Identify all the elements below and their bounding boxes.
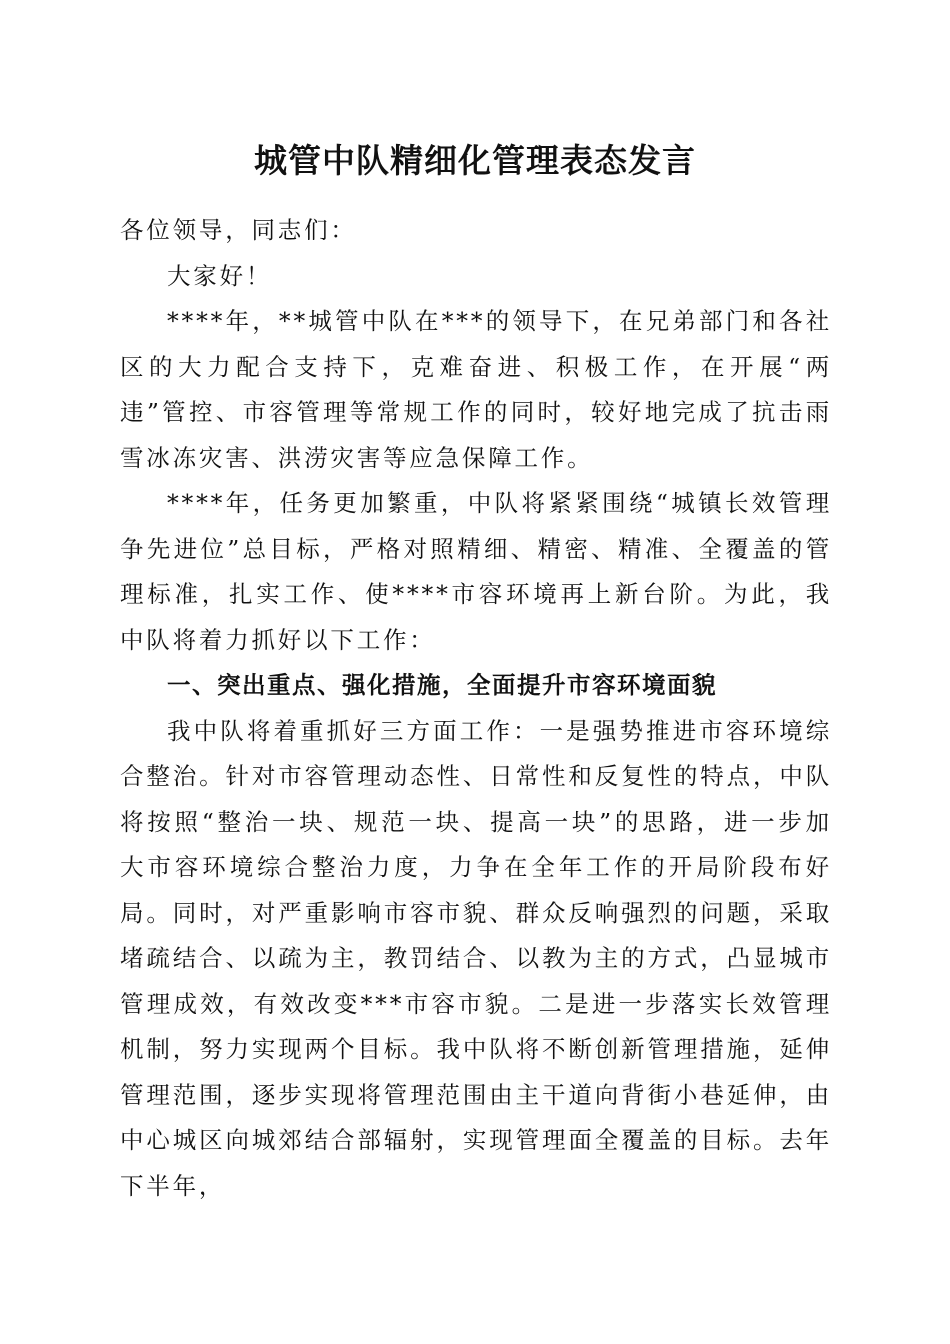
document-body [120,208,832,1209]
greeting: 大家好！ [167,261,273,290]
document-title: 城管中队精细化管理表态发言 [254,141,696,180]
paragraph-review: ****年，**城管中队在***的领导下，在兄弟部门和各社区的大力配合支持下，克难奋进、积极工作，在开展“两违”管控、市容管理等常规工作的同时，较好地完成了抗击雨雪冰冻灾害、洪涝灾害等应急保障工作。 [120,307,832,472]
salutation: 各位领导，同志们： [120,216,357,244]
paragraph-plan: ****年，任务更加繁重，中队将紧紧围绕“城镇长效管理争先进位”总目标，严格对照精细、精密、精准、全覆盖的管理标准，扎实工作、使****市容环境再上新台阶。为此，我中队将着力抓好以下工作： [120,489,832,654]
section-paragraph: 我中队将着重抓好三方面工作：一是强势推进市容环境综合整治。针对市容管理动态性、日常性和反复性的特点，中队将按照“整治一块、规范一块、提高一块”的思路，进一步加大市容环境综合整治力度，力争在全年工作的开局阶段布好局。同时，对严重影响市容市貌、群众反响强烈的问题，采取堵疏结合、以疏为主，教罚结合、以教为主的方式，凸显城市管理成效，有效改变***市容市貌。二是进一步落实长效管理机制，努力实现两个目标。我中队将不断创新管理措施，延伸管理范围，逐步实现将管理范围由主干道向背街小巷延伸，由中心城区向城郊结合部辐射，实现管理面全覆盖的目标。去年下半年， [120,716,832,1200]
section-heading: 一、突出重点、强化措施，全面提升市容环境面貌 [167,671,717,699]
